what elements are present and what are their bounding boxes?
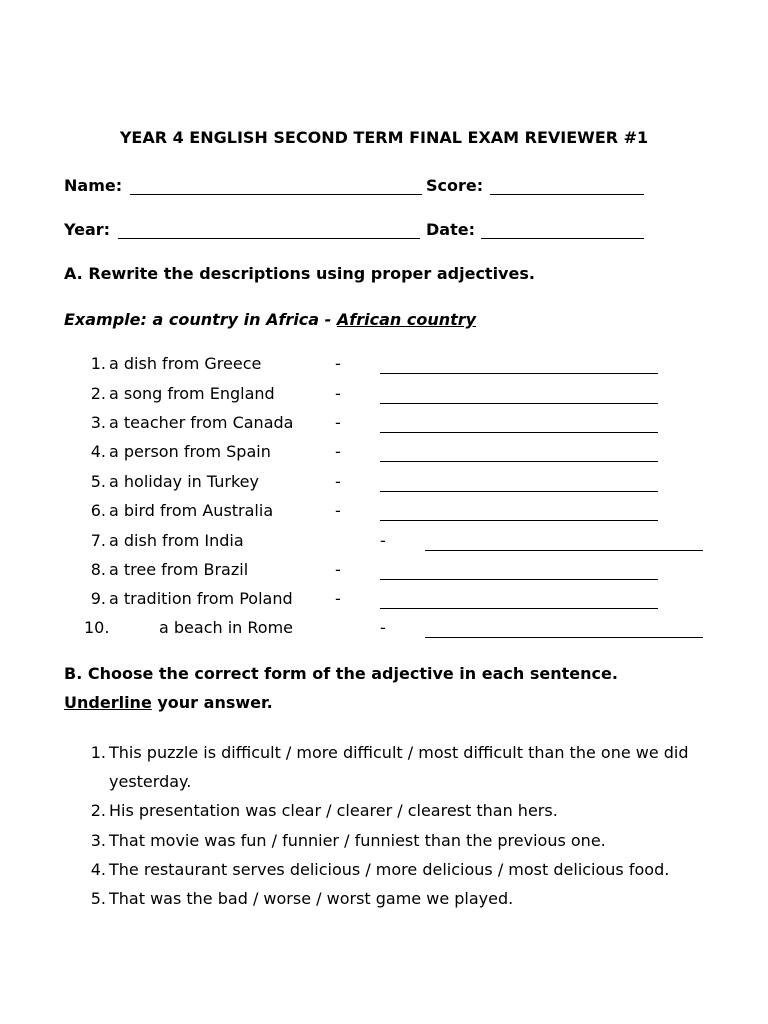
list-item: [0, 384, 768, 408]
item-dash: -: [335, 384, 341, 403]
item-number: 10.: [84, 618, 110, 637]
year-label: Year:: [64, 220, 111, 239]
list-item: [0, 560, 768, 584]
item-dash: -: [380, 531, 386, 550]
item-number: 5.: [90, 472, 106, 491]
item-number: 2.: [90, 801, 106, 820]
item-dash: -: [335, 501, 341, 520]
score-label: Score:: [426, 176, 484, 195]
item-dash: -: [380, 618, 386, 637]
instruction-rest: your answer.: [151, 693, 273, 712]
example-answer: African country: [336, 310, 477, 329]
item-text: This puzzle is difficult / more difficult / most difficult than the one we did yesterday.: [109, 743, 689, 791]
answer-blank[interactable]: [380, 373, 658, 374]
list-item: [0, 442, 768, 466]
section-b-heading: B. Choose the correct form of the adjective in each sentence.: [64, 664, 618, 683]
item-dash: -: [335, 442, 341, 461]
item-dash: -: [335, 413, 341, 432]
item-text: a song from England: [109, 384, 275, 403]
score-field[interactable]: [490, 194, 644, 195]
page-title: YEAR 4 ENGLISH SECOND TERM FINAL EXAM REVIEWER #1: [119, 128, 649, 147]
item-text: a bird from Australia: [109, 501, 274, 520]
answer-blank[interactable]: [380, 520, 658, 521]
list-item: [0, 354, 768, 378]
list-item: [0, 531, 768, 555]
item-number: 1.: [90, 743, 106, 762]
item-text: The restaurant serves delicious / more delicious / most delicious food.: [109, 860, 670, 879]
date-label: Date:: [426, 220, 475, 239]
answer-blank[interactable]: [380, 403, 658, 404]
item-text: a dish from India: [109, 531, 244, 550]
item-text: a person from Spain: [109, 442, 271, 461]
underline-word: Underline: [64, 693, 152, 712]
item-text: That movie was fun / funnier / funniest than the previous one.: [109, 831, 606, 850]
answer-blank[interactable]: [425, 550, 703, 551]
item-number: 7.: [90, 531, 106, 550]
example-prefix: Example: a country in Africa -: [64, 310, 337, 329]
item-number: 8.: [90, 560, 106, 579]
name-label: Name:: [64, 176, 123, 195]
item-text: a beach in Rome: [159, 618, 294, 637]
date-field[interactable]: [481, 238, 644, 239]
year-field[interactable]: [118, 238, 420, 239]
answer-blank[interactable]: [380, 461, 658, 462]
answer-blank[interactable]: [380, 579, 658, 580]
list-item: [0, 501, 768, 525]
item-number: 9.: [90, 589, 106, 608]
item-number: 3.: [90, 831, 106, 850]
list-item: [0, 472, 768, 496]
item-dash: -: [335, 354, 341, 373]
answer-blank[interactable]: [380, 491, 658, 492]
list-item: [0, 618, 768, 642]
item-text: a tradition from Poland: [109, 589, 293, 608]
name-field[interactable]: [130, 194, 422, 195]
item-text: a holiday in Turkey: [109, 472, 259, 491]
item-number: 5.: [90, 889, 106, 908]
item-text: a tree from Brazil: [109, 560, 249, 579]
item-text: That was the bad / worse / worst game we played.: [109, 889, 514, 908]
item-dash: -: [335, 472, 341, 491]
list-item: [0, 413, 768, 437]
item-number: 2.: [90, 384, 106, 403]
item-number: 4.: [90, 442, 106, 461]
item-number: 3.: [90, 413, 106, 432]
answer-blank[interactable]: [425, 637, 703, 638]
item-number: 6.: [90, 501, 106, 520]
item-text: a dish from Greece: [109, 354, 262, 373]
section-b-instruction: [64, 693, 273, 712]
item-text: His presentation was clear / clearer / clearest than hers.: [109, 801, 558, 820]
answer-blank[interactable]: [380, 432, 658, 433]
example-line: [64, 310, 476, 329]
item-text: a teacher from Canada: [109, 413, 294, 432]
item-number: 4.: [90, 860, 106, 879]
list-item: [0, 589, 768, 613]
section-a-heading: A. Rewrite the descriptions using proper adjectives.: [64, 264, 535, 283]
item-dash: -: [335, 560, 341, 579]
item-dash: -: [335, 589, 341, 608]
answer-blank[interactable]: [380, 608, 658, 609]
item-number: 1.: [90, 354, 106, 373]
